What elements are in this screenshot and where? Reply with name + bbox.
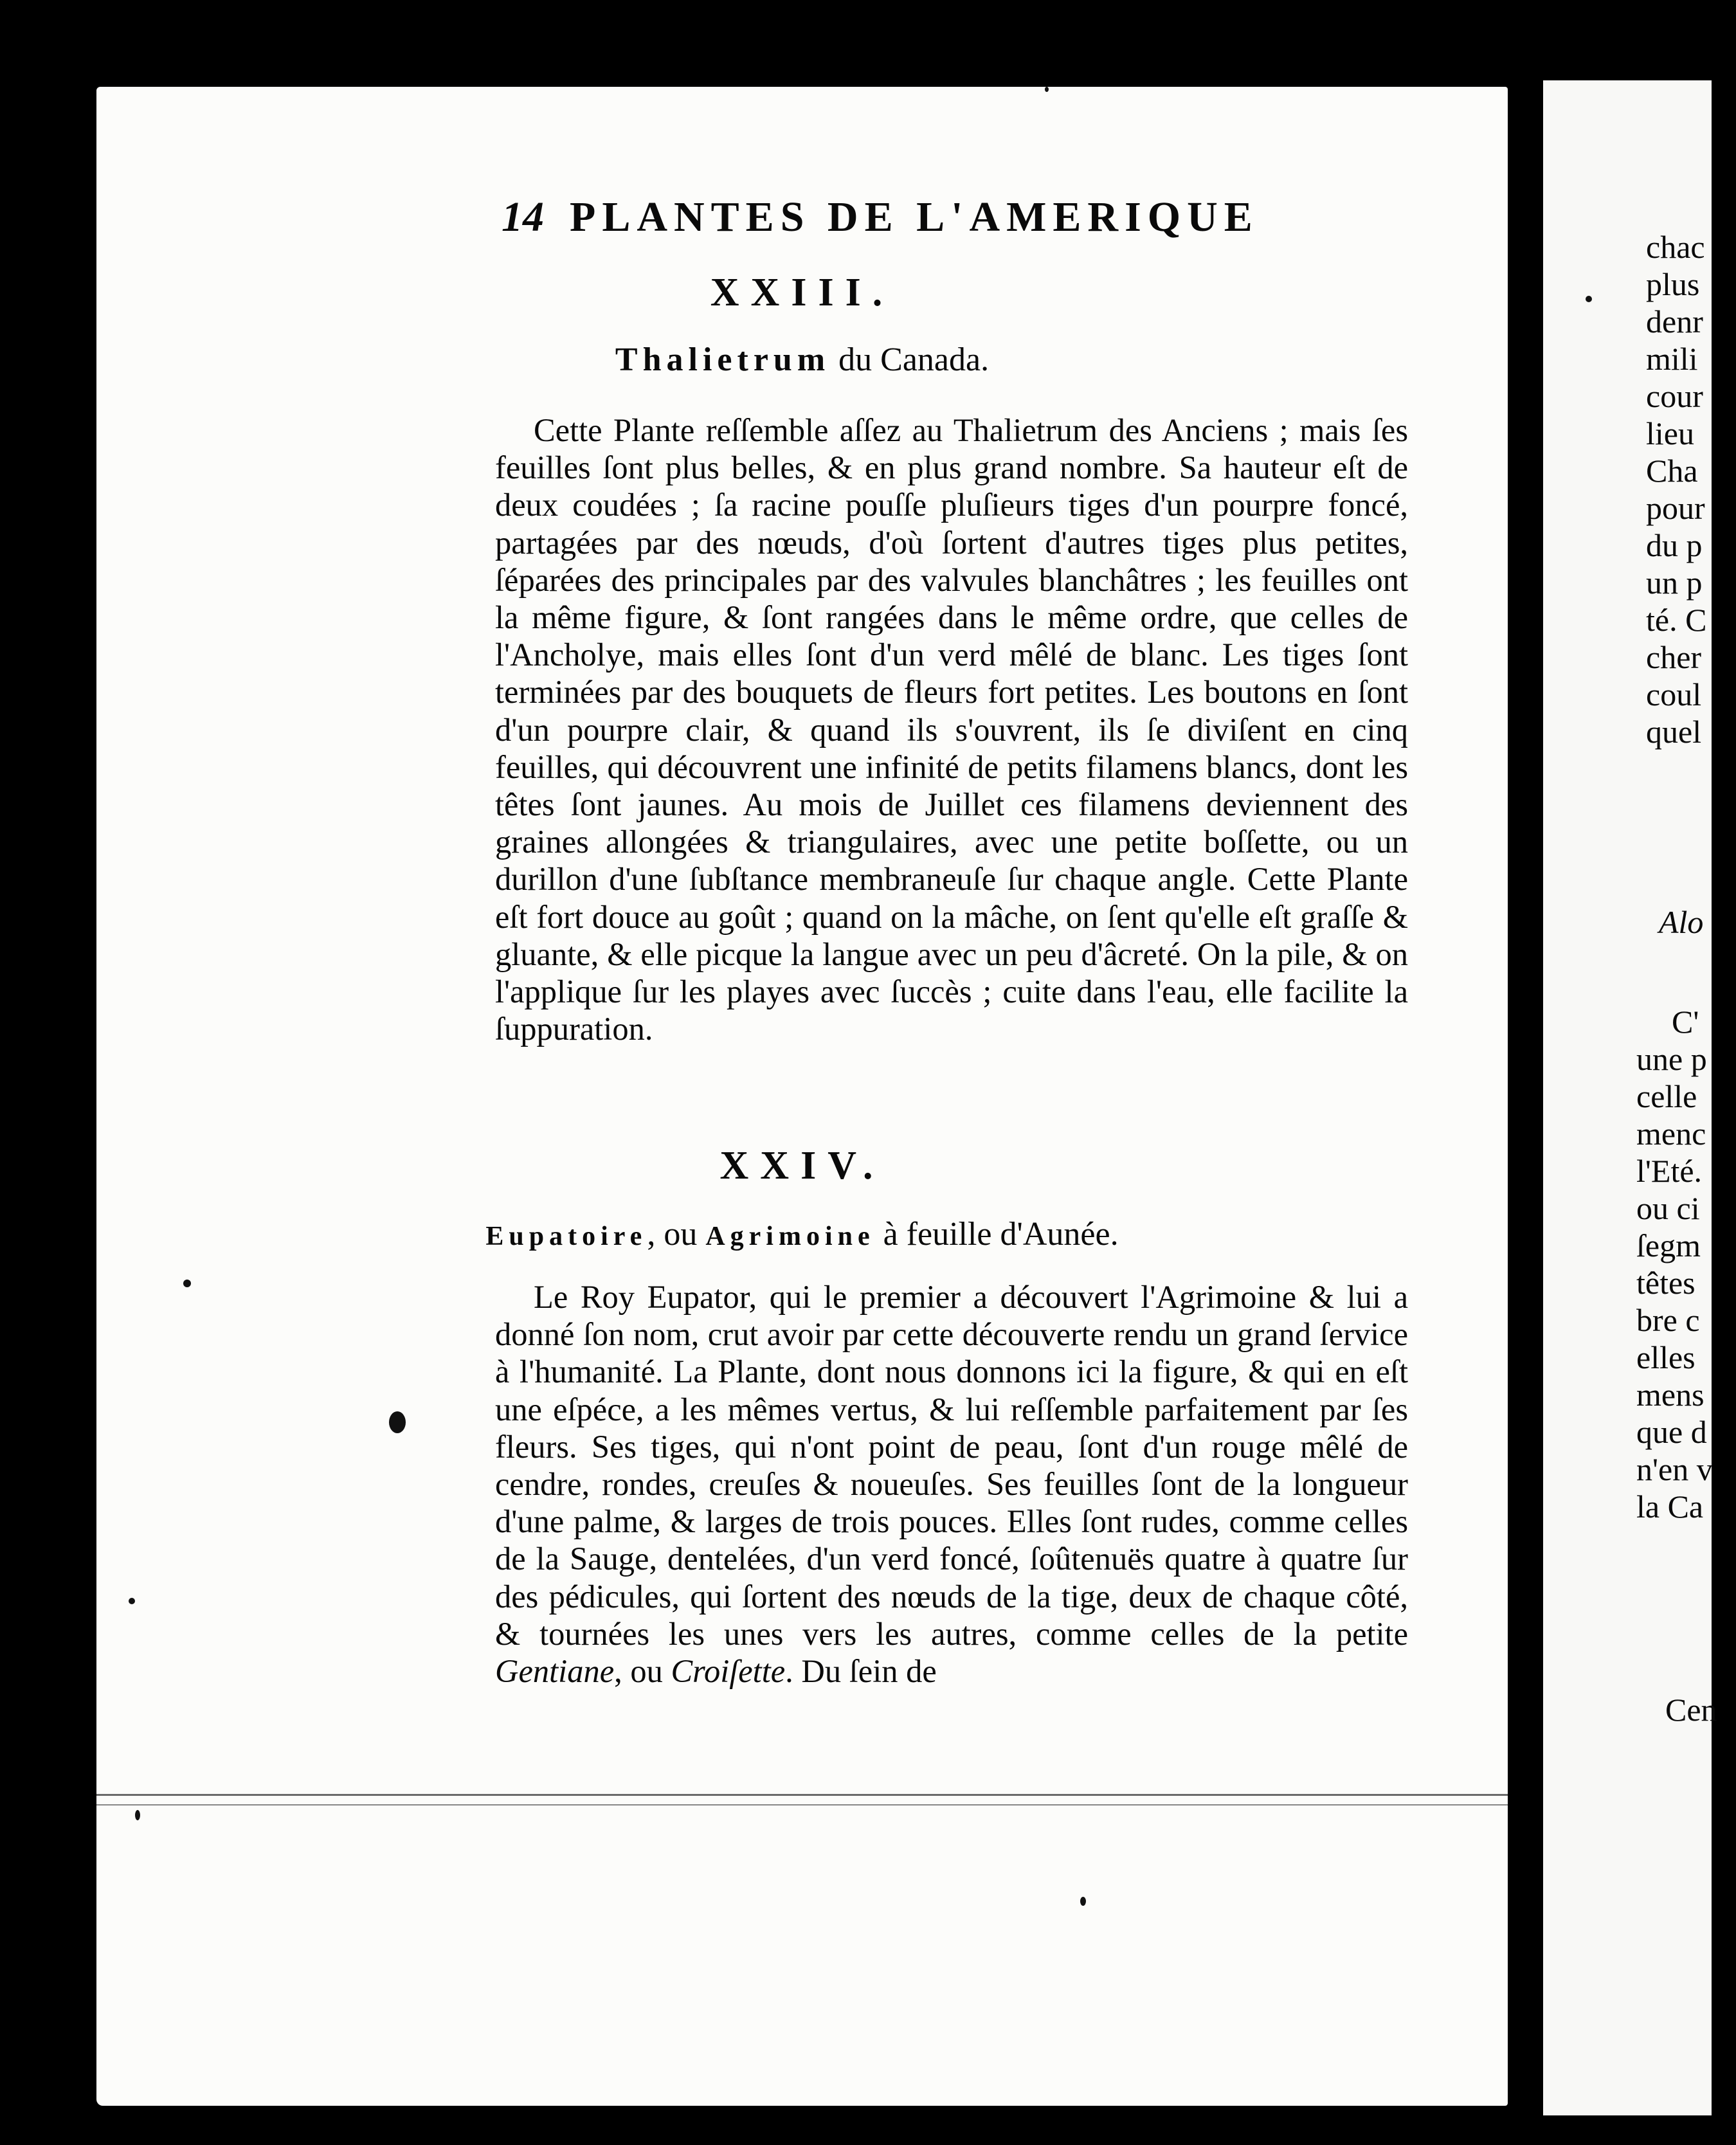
fragment-line: menc (1636, 1116, 1706, 1152)
fragment-line: té. C (1646, 602, 1707, 638)
ink-speck (129, 1598, 135, 1604)
fragment-line: denr (1646, 303, 1703, 339)
fragment-line: Cha (1646, 453, 1698, 489)
plant-title-rest: du Canada. (830, 341, 990, 378)
ink-speck (1080, 1897, 1086, 1906)
fragment-line: ſegm (1636, 1227, 1701, 1263)
paragraph: Cette Plante reſſemble aſſez au Thalietrum des Anciens ; mais ſes feuilles ſont plus belles, & en plus grand nombre. Sa hauteur eſt de deux coudées ; ſa racine pouſſe pluſieurs tiges d'un pourpre foncé, partagées par des nœuds, d'où ſortent d'autres tiges plus petites, ſéparées des principales par des valvules blanchâtres ; les feuilles ont la même figure, & ſont rangées dans le même ordre, que celles de l'Ancholye, mais elles ſont d'un verd mêlé de blanc. Les tiges ſont terminées par des bouquets de fleurs fort petites. Les boutons en ſont d'un pourpre clair, & quand ils s'ouvrent, ils ſe diviſent en cinq feuilles, qui découvrent une infinité de petits filamens blancs, dont les têtes ſont jaunes. Au mois de Juillet ces filamens deviennent des graines allongées & triangulaires, avec une petite boſſette, ou un durillon d'une ſubſtance membraneuſe ſur chaque angle. Cette Plante eſt fort douce au goût ; quand on la mâche, on ſent qu'elle eſt graſſe & gluante, & elle picque la langue avec un peu d'âcreté. On la pile, & on l'applique ſur les playes avec ſuccès ; cuite dans l'eau, elle facilite la ſuppuration. (495, 412, 1408, 1047)
fragment-line: une p (1636, 1041, 1707, 1077)
fragment-line: lieu (1646, 415, 1694, 451)
fragment-line: mens (1636, 1377, 1704, 1413)
fragment-line: l'Eté. (1636, 1153, 1703, 1189)
fragment-line: n'en v (1636, 1451, 1713, 1487)
fragment-line: du p (1646, 527, 1703, 563)
left-page (96, 87, 1508, 2106)
fragment-line: la Ca (1636, 1489, 1704, 1525)
italic-term: Croiſette (671, 1653, 786, 1690)
plant-title-smallcaps: Eupatoire (485, 1222, 647, 1251)
section-text (495, 1278, 1408, 1690)
fragment-line: quel (1646, 714, 1702, 750)
plant-title (96, 1215, 1508, 1253)
fragment-line: que d (1636, 1414, 1707, 1450)
fragment-line: Cen (1665, 1692, 1717, 1728)
plant-title-rest: à feuille d'Aunée. (874, 1216, 1119, 1253)
fragment-line: têtes (1636, 1265, 1695, 1301)
fragment-line: pour (1646, 490, 1705, 526)
fragment-line: coul (1646, 676, 1702, 712)
right-page-fragments (1665, 1691, 1736, 1728)
right-page-fragments (1636, 1003, 1713, 1525)
plant-title-smallcaps: Thalietrum (615, 341, 831, 378)
fragment-line: ou ci (1636, 1190, 1700, 1226)
running-head (502, 193, 1312, 242)
plant-title-joiner: , ou (647, 1216, 706, 1253)
paragraph-text: Le Roy Eupator, qui le premier a découvert l'Agrimoine & lui a donné ſon nom, crut avoir par cette découverte rendu un grand ſervice à l'humanité. La Plante, dont nous donnons ici la figure, & qui en eſt une eſpéce, a les mêmes vertus, & lui reſſemble parfaitement par ſes fleurs. Ses tiges, qui n'ont point de peau, ſont d'un rouge mêlé de cendre, rondes, creuſes & noueuſes. Ses feuilles ſont de la longueur d'une palme, & larges de trois pouces. Elles ſont rudes, comme celles de la Sauge, dentelées, d'un verd foncé, ſoûtenuës quatre à quatre ſur des pédicules, qui ſortent des nœuds de la tige, deux de chaque côté, & tournées les unes vers les autres, comme celles de la petite (495, 1279, 1408, 1652)
section-number: XXIII. (710, 271, 894, 314)
ink-speck (135, 1810, 140, 1820)
italic-term: Gentiane (495, 1653, 615, 1690)
section-number: XXIV. (719, 1144, 885, 1188)
fragment-line: bre c (1636, 1302, 1700, 1338)
fragment-line: celle (1636, 1078, 1697, 1114)
fragment-line: chac (1646, 229, 1705, 265)
section-text (495, 412, 1408, 1047)
plant-title-smallcaps: Agrimoine (705, 1222, 875, 1251)
fragment-line: un p (1646, 565, 1703, 601)
paragraph (495, 1278, 1408, 1690)
fragment-line: C' (1672, 1004, 1699, 1040)
page-rule-line (96, 1794, 1508, 1796)
fragment-line: cour (1646, 378, 1703, 414)
page-rule-line (96, 1804, 1508, 1806)
fragment-line: plus (1646, 266, 1700, 302)
page-number: 14 (502, 194, 544, 240)
fragment-line: cher (1646, 639, 1702, 675)
right-page-heading-fragment (1659, 903, 1730, 941)
running-head-title: PLANTES DE L'AMERIQUE (570, 194, 1259, 240)
ink-speck (1045, 87, 1049, 92)
right-page-fragments (1646, 228, 1717, 750)
ink-speck (1586, 296, 1592, 302)
ink-speck (389, 1411, 406, 1433)
ink-speck (183, 1280, 191, 1287)
fragment-line: mili (1646, 341, 1698, 377)
paragraph-text: , ou (614, 1653, 671, 1690)
paragraph-text: . Du ſein de (785, 1653, 937, 1690)
plant-title (96, 341, 1508, 379)
fragment-line: elles (1636, 1339, 1695, 1375)
fragment-line: Alo (1659, 904, 1704, 940)
